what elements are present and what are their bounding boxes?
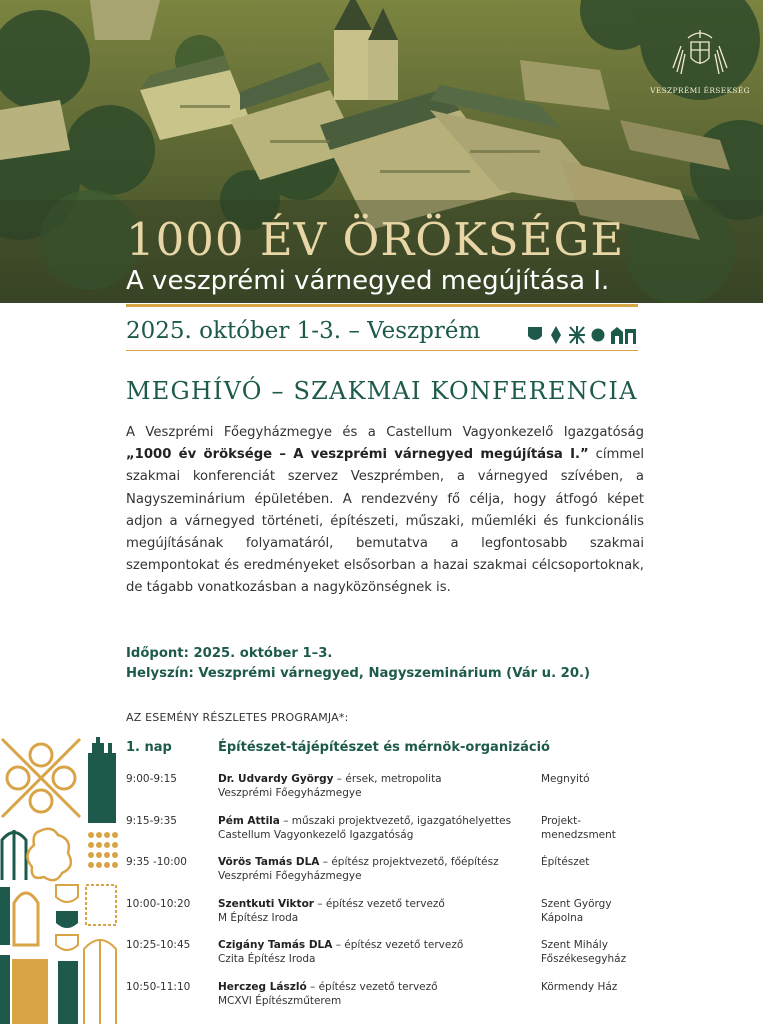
session-time: 9:00-9:15 (126, 773, 177, 785)
session-time: 10:00-10:20 (126, 898, 191, 910)
session-time: 9:35 -10:00 (126, 856, 187, 868)
hero-banner (0, 0, 763, 303)
day-label: 1. nap (126, 740, 172, 755)
conference-title-quote: „1000 év öröksége – A veszprémi várnegyed megújítása I.” (126, 447, 589, 463)
gold-divider-bottom (126, 350, 638, 351)
speaker-organization: Veszprémi Főegyházmegye (218, 787, 362, 799)
speaker-name: Czigány Tamás DLA (218, 939, 333, 951)
speaker-info (218, 938, 463, 966)
speaker-role: – építész vezető tervező (332, 939, 464, 951)
speaker-organization: M Építész Iroda (218, 912, 299, 924)
crest-label: VESZPRÉMI ÉRSEKSÉG (650, 86, 750, 95)
session-topic: Megnyitó (541, 773, 590, 785)
program-heading: AZ ESEMÉNY RÉSZLETES PROGRAMJA*: (126, 711, 349, 724)
day-theme: Építészet-tájépítészet és mérnök-organizáció (218, 740, 550, 755)
intro-text-1: A Veszprémi Főegyházmegye és a Castellum Vagyonkezelő Igazgatóság (126, 425, 644, 440)
speaker-organization: Castellum Vagyonkezelő Igazgatóság (218, 829, 414, 841)
house-icon (611, 327, 623, 344)
session-topic: Körmendy Ház (541, 981, 618, 993)
session-time: 10:25-10:45 (126, 939, 191, 951)
speaker-role: – építész vezető tervező (306, 981, 438, 993)
session-topic: Építészet (541, 856, 590, 868)
event-date-location: 2025. október 1-3. – Veszprém (126, 318, 481, 344)
subtitle: A veszprémi várnegyed megújítása I. (126, 266, 610, 296)
heritage-symbols-icons (526, 324, 638, 346)
flower-icon (592, 329, 605, 342)
main-title: 1000 ÉV ÖRÖKSÉGE (126, 213, 625, 266)
archdiocese-crest (648, 28, 752, 95)
speaker-name: Pém Attila (218, 815, 280, 827)
gold-divider-top (126, 304, 638, 307)
speaker-name: Vörös Tamás DLA (218, 856, 320, 868)
speaker-organization: Czita Építész Iroda (218, 953, 316, 965)
speaker-info (218, 980, 438, 1008)
speaker-organization: MCXVI Építészműterem (218, 995, 342, 1007)
diamond-icon (551, 326, 561, 344)
speaker-name: Herczeg László (218, 981, 307, 993)
speaker-role: – műszaki projektvezető, igazgatóhelyettes (279, 815, 512, 827)
session-topic: Szent Mihály Főszékesegyház (541, 939, 627, 965)
shield-icon (528, 327, 542, 340)
event-venue: Helyszín: Veszprémi várnegyed, Nagyszeminárium (Vár u. 20.) (126, 666, 591, 681)
session-time: 9:15-9:35 (126, 815, 177, 827)
speaker-organization: Veszprémi Főegyházmegye (218, 870, 362, 882)
speaker-role: – érsek, metropolita (333, 773, 442, 785)
speaker-name: Dr. Udvardy György (218, 773, 334, 785)
speaker-role: – építész projektvezető, főépítész (319, 856, 499, 868)
coat-of-arms-icon (669, 28, 731, 80)
speaker-info (218, 814, 511, 842)
session-topic: Szent György Kápolna (541, 898, 612, 924)
intro-paragraph (126, 422, 644, 600)
cross-star-icon (569, 326, 585, 344)
session-topic: Projekt- menedzsment (541, 815, 616, 841)
speaker-info (218, 772, 442, 800)
speaker-info (218, 897, 445, 925)
speaker-name: Szentkuti Viktor (218, 898, 314, 910)
decorative-pattern (0, 735, 120, 1024)
speaker-role: – építész vezető tervező (313, 898, 445, 910)
event-date: Időpont: 2025. október 1–3. (126, 646, 333, 661)
intro-text-2: címmel szakmai konferenciát szervez Veszprémben, a várnegyed szívében, a Nagyszeminárium épületében. A rendezvény fő célja, hogy átfogó képet adjon a várnegyed történeti, építészeti, műszaki, műemléki és funkcionális megújításának folyamatáról, bemutatva a legfontosabb szakmai szempontokat és eredményeket elsősorban a hazai szakmai célcsoportoknak, de tágabb vonatkozásban a nagyközönségnek is. (126, 447, 644, 596)
gate-icon (625, 329, 636, 344)
speaker-info (218, 855, 499, 883)
session-time: 10:50-11:10 (126, 981, 191, 993)
event-details (126, 644, 590, 684)
invitation-heading: MEGHÍVÓ – SZAKMAI KONFERENCIA (126, 377, 638, 405)
